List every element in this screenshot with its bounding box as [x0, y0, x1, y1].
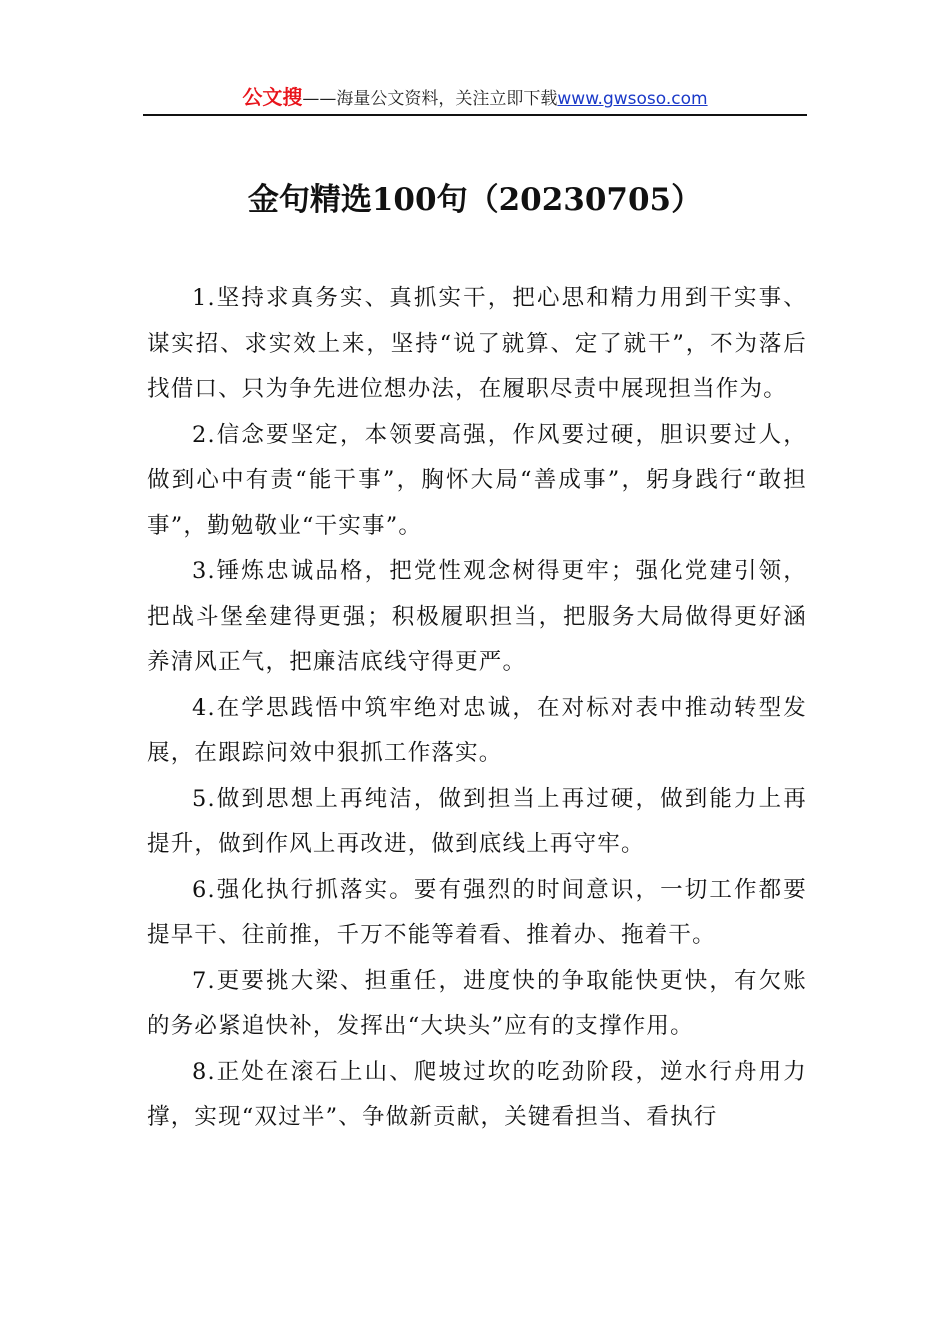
- document-body: [147, 276, 807, 1141]
- page-header: [143, 82, 807, 116]
- brand-name: 公文搜: [242, 85, 303, 109]
- paragraph: 5.做到思想上再纯洁，做到担当上再过硬，做到能力上再提升，做到作风上再改进，做到底线上再守牢。: [147, 785, 807, 857]
- paragraph: 4.在学思践悟中筑牢绝对忠诚，在对标对表中推动转型发展，在跟踪问效中狠抓工作落实。: [147, 694, 807, 766]
- paragraph: 1.坚持求真务实、真抓实干，把心思和精力用到干实事、谋实招、求实效上来，坚持“说了就算、定了就干”，不为落后找借口、只为争先进位想办法，在履职尽责中展现担当作为。: [147, 285, 807, 402]
- paragraph: 8.正处在滚石上山、爬坡过坎的吃劲阶段，逆水行舟用力撑，实现“双过半”、争做新贡献，关键看担当、看执行: [147, 1058, 807, 1130]
- paragraph: 3.锤炼忠诚品格，把党性观念树得更牢；强化党建引领，把战斗堡垒建得更强；积极履职担当，把服务大局做得更好涵养清风正气，把廉洁底线守得更严。: [147, 558, 807, 675]
- document-title: 金句精选100句（20230705）: [247, 182, 703, 218]
- header-tagline: ——海量公文资料，关注立即下载: [302, 89, 558, 109]
- paragraph: 6.强化执行抓落实。要有强烈的时间意识，一切工作都要提早干、往前推，千万不能等着看、推着办、拖着干。: [147, 876, 807, 948]
- site-link[interactable]: www.gwsoso.com: [557, 89, 708, 109]
- paragraph: 2.信念要坚定，本领要高强，作风要过硬，胆识要过人，做到心中有责“能干事”，胸怀大局“善成事”，躬身践行“敢担事”，勤勉敬业“干实事”。: [147, 421, 807, 539]
- paragraph: 7.更要挑大梁、担重任，进度快的争取能快更快，有欠账的务必紧追快补，发挥出“大块头”应有的支撑作用。: [147, 967, 807, 1039]
